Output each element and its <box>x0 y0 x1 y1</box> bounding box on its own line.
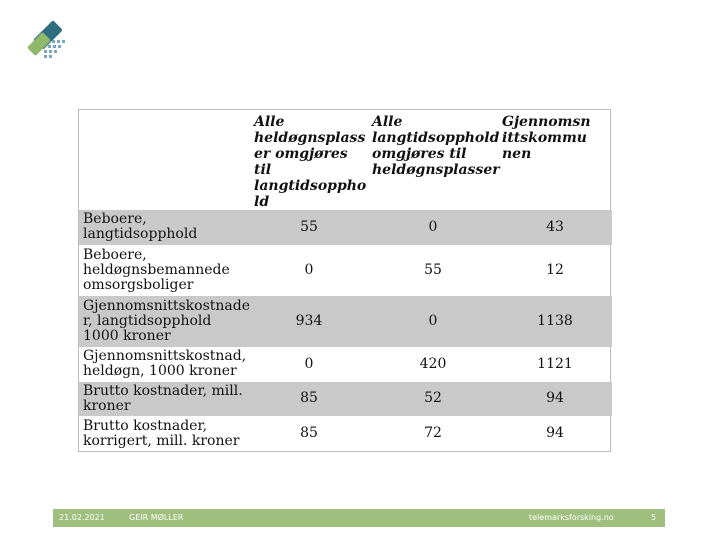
logo-icon <box>26 18 72 64</box>
footer-bar <box>53 509 665 527</box>
header-scenario-2: Alle langtidsopphold omgjøres til heldøgnsplasser <box>372 114 500 178</box>
cell-value: 85 <box>300 425 318 442</box>
footer-date: 21.02.2021 <box>59 513 105 522</box>
header-empty <box>79 110 250 210</box>
cell-value: 94 <box>546 425 564 442</box>
cell-value: 12 <box>546 261 564 278</box>
footer-site: telemarksforsking.no <box>529 513 614 522</box>
table-row <box>79 382 612 417</box>
cell-value: 72 <box>424 425 442 442</box>
cell-value: 420 <box>419 355 447 372</box>
row-label: Beboere, heldøgnsbemannede omsorgsboliger <box>83 246 230 293</box>
table-row <box>79 210 612 245</box>
table-header-row <box>79 110 612 210</box>
cell-value: 85 <box>250 382 368 417</box>
row-label: Gjennomsnittskostnad, heldøgn, 1000 kroner <box>83 348 247 380</box>
row-label: Gjennomsnittskostnade r, langtidsopphold 1000 kroner <box>79 296 250 347</box>
header-average-municipality: Gjennomsn ittskommu nen <box>502 114 591 162</box>
cell-value: 43 <box>498 210 612 245</box>
footer-author: GEIR MØLLER <box>129 513 184 522</box>
footer-page-number: 5 <box>651 513 657 522</box>
cell-value: 0 <box>368 210 498 245</box>
cell-value: 0 <box>304 261 314 278</box>
table-row <box>79 245 612 296</box>
row-label: Brutto kostnader, mill. kroner <box>79 382 250 417</box>
cell-value: 52 <box>368 382 498 417</box>
header-scenario-1: Alle heldøgnsplass er omgjøres til langtidsoppho ld <box>254 114 367 210</box>
table-row <box>79 416 612 451</box>
data-table <box>78 109 611 452</box>
cell-value: 1121 <box>537 355 573 372</box>
cell-value: 55 <box>424 261 442 278</box>
table-row <box>79 347 612 382</box>
cell-value: 94 <box>498 382 612 417</box>
cell-value: 0 <box>304 355 314 372</box>
cell-value: 1138 <box>498 296 612 347</box>
row-label: Brutto kostnader, korrigert, mill. kroner <box>83 417 240 449</box>
cell-value: 55 <box>250 210 368 245</box>
table-row <box>79 296 612 347</box>
row-label: Beboere, langtidsopphold <box>79 210 250 245</box>
cell-value: 934 <box>250 296 368 347</box>
cell-value: 0 <box>368 296 498 347</box>
